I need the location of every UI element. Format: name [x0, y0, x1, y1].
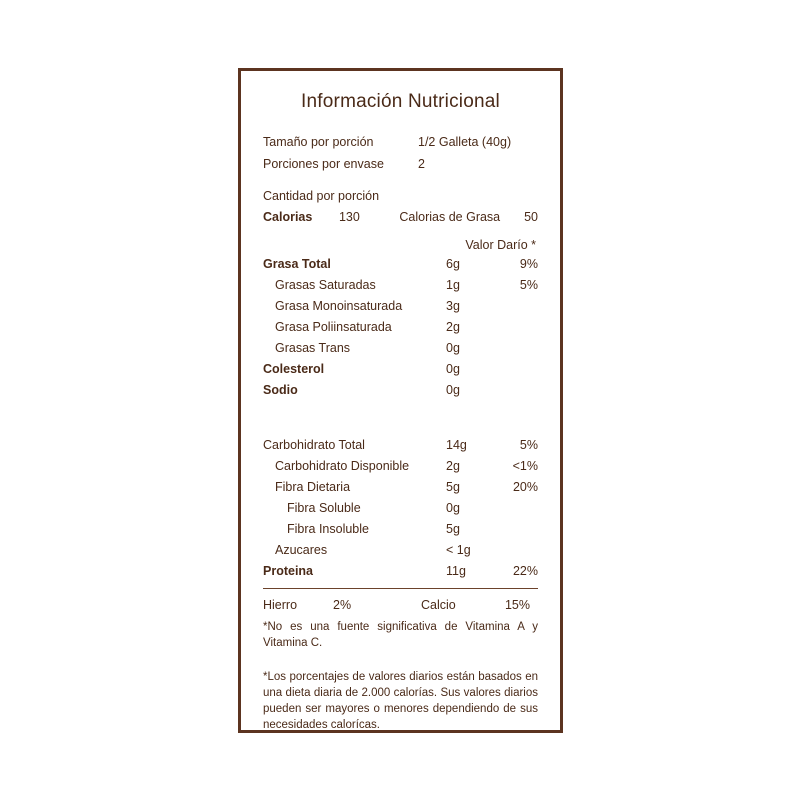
- nutrient-row: [263, 498, 538, 519]
- nutrient-row: [263, 477, 538, 498]
- mineral-name-calcium: Calcio: [421, 598, 456, 612]
- nutrient-row: [263, 359, 538, 380]
- nutrient-name: Grasas Trans: [275, 341, 351, 355]
- daily-value-header-row: [263, 238, 538, 252]
- nutrient-name: Fibra Insoluble: [287, 522, 369, 536]
- calories-label: Calorias: [263, 210, 313, 224]
- mineral-percent-iron: 2%: [333, 598, 352, 612]
- nutrient-amount: 0g: [446, 383, 460, 397]
- nutrient-percent: <1%: [512, 459, 538, 473]
- nutrition-facts-panel: [238, 68, 563, 733]
- nutrient-amount: < 1g: [446, 543, 471, 557]
- amount-per-serving-label: Cantidad por porción: [263, 189, 380, 203]
- nutrient-amount: 1g: [446, 278, 460, 292]
- nutrient-amount: 2g: [446, 459, 460, 473]
- nutrient-row: [263, 456, 538, 477]
- nutrient-row: [263, 561, 538, 582]
- nutrient-row: [263, 435, 538, 456]
- nutrient-amount: 3g: [446, 299, 460, 313]
- panel-title: Información Nutricional: [301, 91, 500, 112]
- nutrient-row: [263, 296, 538, 317]
- nutrient-name: Colesterol: [263, 362, 325, 376]
- nutrient-name: Grasa Monoinsaturada: [275, 299, 403, 313]
- servings-per-container-row: [263, 153, 538, 175]
- nutrient-name: Grasa Total: [263, 257, 331, 271]
- nutrient-name: Sodio: [263, 383, 298, 397]
- nutrient-name: Fibra Dietaria: [275, 480, 351, 494]
- nutrient-amount: 2g: [446, 320, 460, 334]
- serving-size-value: 1/2 Galleta (40g): [418, 135, 512, 149]
- daily-value-footnote: *Los porcentajes de valores diarios están basados en una dieta diaria de 2.000 calorías. Sus valores diarios pueden ser mayores o menores dependiendo de sus necesidades calorícas.: [263, 671, 538, 731]
- vitamin-note: *No es una fuente significativa de Vitamina A y Vitamina C.: [263, 621, 538, 649]
- nutrient-percent: 5%: [519, 438, 538, 452]
- servings-per-container-value: 2: [418, 157, 425, 171]
- nutrient-name: Carbohidrato Total: [263, 438, 365, 452]
- nutrient-amount: 5g: [446, 522, 460, 536]
- daily-value-header: Valor Darío *: [465, 238, 536, 252]
- calories-value: 130: [338, 210, 360, 224]
- nutrient-name: Grasa Poliinsaturada: [275, 320, 392, 334]
- nutrient-row: [263, 317, 538, 338]
- nutrient-row: [263, 254, 538, 275]
- nutrient-amount: 0g: [446, 341, 460, 355]
- mineral-percent-calcium: 15%: [504, 598, 530, 612]
- nutrient-row: [263, 519, 538, 540]
- calories-from-fat-label: Calorias de Grasa: [399, 210, 501, 224]
- nutrient-row: [263, 338, 538, 359]
- nutrient-row: [263, 380, 538, 401]
- nutrient-name: Carbohidrato Disponible: [275, 459, 410, 473]
- minerals-row: [263, 595, 538, 615]
- nutrient-percent: 9%: [519, 257, 538, 271]
- calories-from-fat-value: 50: [524, 210, 538, 224]
- nutrient-amount: 0g: [446, 501, 460, 515]
- nutrient-name: Proteina: [263, 564, 314, 578]
- nutrient-amount: 14g: [446, 438, 467, 452]
- nutrient-amount: 6g: [446, 257, 460, 271]
- nutrient-amount: 5g: [446, 480, 460, 494]
- nutrient-percent: 5%: [519, 278, 538, 292]
- nutrient-amount: 0g: [446, 362, 460, 376]
- nutrient-percent: 22%: [512, 564, 538, 578]
- serving-size-label: Tamaño por porción: [263, 135, 374, 149]
- servings-per-container-label: Porciones por envase: [263, 157, 384, 171]
- nutrient-name: Fibra Soluble: [287, 501, 361, 515]
- mineral-name-iron: Hierro: [263, 598, 298, 612]
- nutrient-amount: 11g: [446, 564, 466, 578]
- calories-row: [263, 207, 538, 228]
- serving-size-row: [263, 131, 538, 153]
- amount-per-serving-row: [263, 185, 538, 207]
- nutrient-name: Azucares: [275, 543, 328, 557]
- nutrient-name: Grasas Saturadas: [275, 278, 376, 292]
- divider: [263, 588, 538, 589]
- nutrient-percent: 20%: [512, 480, 538, 494]
- nutrient-row: [263, 275, 538, 296]
- nutrient-row: [263, 540, 538, 561]
